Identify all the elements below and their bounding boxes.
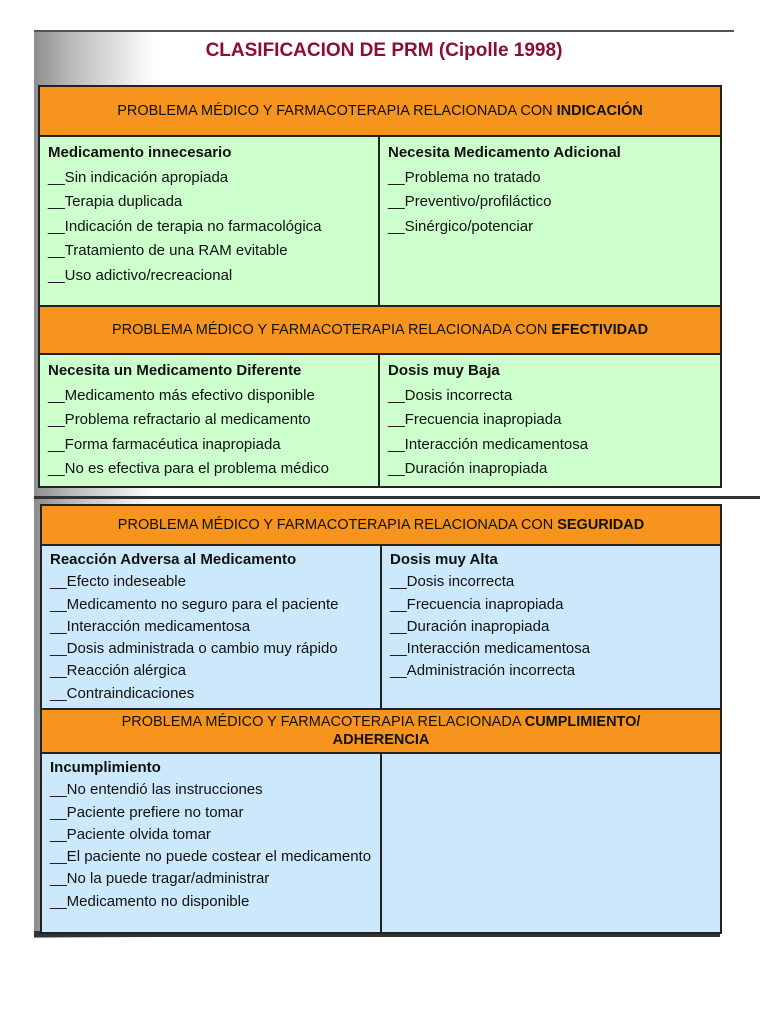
checklist-item: __Frecuencia inapropiada — [388, 411, 562, 428]
checklist-item: __Contraindicaciones — [50, 684, 195, 702]
section-header-text: PROBLEMA MÉDICO Y FARMACOTERAPIA RELACIONADA CON — [117, 517, 558, 533]
top-rule — [34, 30, 734, 32]
page-title: CLASIFICACION DE PRM (Cipolle 1998) — [205, 40, 563, 61]
panel-medicamento-innecesario — [39, 136, 379, 306]
checklist-item: __No la puede tragar/administrar — [50, 870, 270, 888]
panel-dosis-muy-baja — [379, 354, 721, 487]
checklist-item: __Paciente prefiere no tomar — [50, 803, 244, 821]
middle-rule — [34, 496, 760, 499]
panel-necesita-medicamento-adicional — [379, 136, 721, 306]
category-heading: Dosis muy Baja — [388, 362, 500, 379]
section-header-indicacion — [39, 86, 721, 136]
category-heading: Incumplimiento — [50, 759, 161, 777]
section-header-cumplimiento — [41, 709, 721, 753]
section-header-text: PROBLEMA MÉDICO Y FARMACOTERAPIA RELACIONADA CON — [111, 322, 552, 338]
checklist-item: __Dosis incorrecta — [388, 386, 513, 404]
panel-empty — [381, 753, 721, 933]
checklist-item: __Tratamiento de una RAM evitable — [48, 242, 288, 259]
section-header-efectividad — [39, 306, 721, 354]
checklist-item: __Indicación de terapia no farmacológica — [48, 217, 322, 235]
checklist-item: __Interacción medicamentosa — [390, 640, 591, 658]
category-heading: Dosis muy Alta — [390, 551, 498, 568]
panel-incumplimiento — [41, 753, 381, 933]
section-header-text: PROBLEMA MÉDICO Y FARMACOTERAPIA RELACIONADA — [121, 714, 525, 731]
section-header-text: PROBLEMA MÉDICO Y FARMACOTERAPIA RELACIONADA CON — [117, 103, 557, 119]
checklist-item: __Medicamento no disponible — [50, 892, 250, 910]
checklist-item: __El paciente no puede costear el medicamento — [50, 848, 372, 866]
checklist-item: __Sinérgico/potenciar — [388, 217, 534, 235]
table-indicacion-efectividad — [38, 85, 722, 488]
table-seguridad-cumplimiento — [40, 504, 722, 934]
section-header-seguridad — [41, 505, 721, 545]
section-header-keyword: CUMPLIMIENTO/ ADHERENCIA — [332, 714, 641, 749]
checklist-item: __Frecuencia inapropiada — [390, 595, 564, 613]
panel-reaccion-adversa — [41, 545, 381, 709]
checklist-item: __Medicamento no seguro para el paciente — [50, 595, 339, 613]
checklist-item: __Reacción alérgica — [50, 662, 186, 680]
checklist-item: __Problema no tratado — [388, 168, 541, 186]
checklist-item: __Uso adictivo/recreacional — [48, 266, 233, 284]
checklist-item: __Interacción medicamentosa — [388, 435, 589, 453]
checklist-item: __No es efectiva para el problema médico — [48, 460, 329, 477]
section-header-keyword: EFECTIVIDAD — [551, 322, 649, 338]
checklist-item: __Paciente olvida tomar — [50, 825, 211, 843]
checklist-item: __Preventivo/profiláctico — [388, 193, 552, 210]
checklist-item: __Efecto indeseable — [50, 573, 186, 591]
checklist-item: __Dosis incorrecta — [390, 573, 515, 591]
section-header-keyword: INDICACIÓN — [556, 103, 643, 119]
checklist-item: __Dosis administrada o cambio muy rápido — [50, 640, 338, 658]
checklist-item: __Duración inapropiada — [390, 617, 550, 635]
checklist-item: __Problema refractario al medicamento — [48, 411, 311, 428]
checklist-item: __Sin indicación apropiada — [48, 168, 229, 186]
category-heading: Necesita un Medicamento Diferente — [48, 362, 302, 379]
panel-dosis-muy-alta — [381, 545, 721, 709]
panel-necesita-medicamento-diferente — [39, 354, 379, 487]
checklist-item: __Duración inapropiada — [388, 460, 548, 477]
checklist-item: __Medicamento más efectivo disponible — [48, 386, 315, 404]
checklist-item: __No entendió las instrucciones — [50, 781, 263, 799]
checklist-item: __Administración incorrecta — [390, 662, 576, 680]
checklist-item: __Terapia duplicada — [48, 193, 183, 210]
checklist-item: __Forma farmacéutica inapropiada — [48, 435, 281, 453]
section-header-keyword: SEGURIDAD — [557, 517, 645, 533]
category-heading: Necesita Medicamento Adicional — [388, 144, 621, 161]
category-heading: Medicamento innecesario — [48, 144, 232, 161]
category-heading: Reacción Adversa al Medicamento — [50, 551, 297, 568]
checklist-item: __Interacción medicamentosa — [50, 617, 251, 635]
